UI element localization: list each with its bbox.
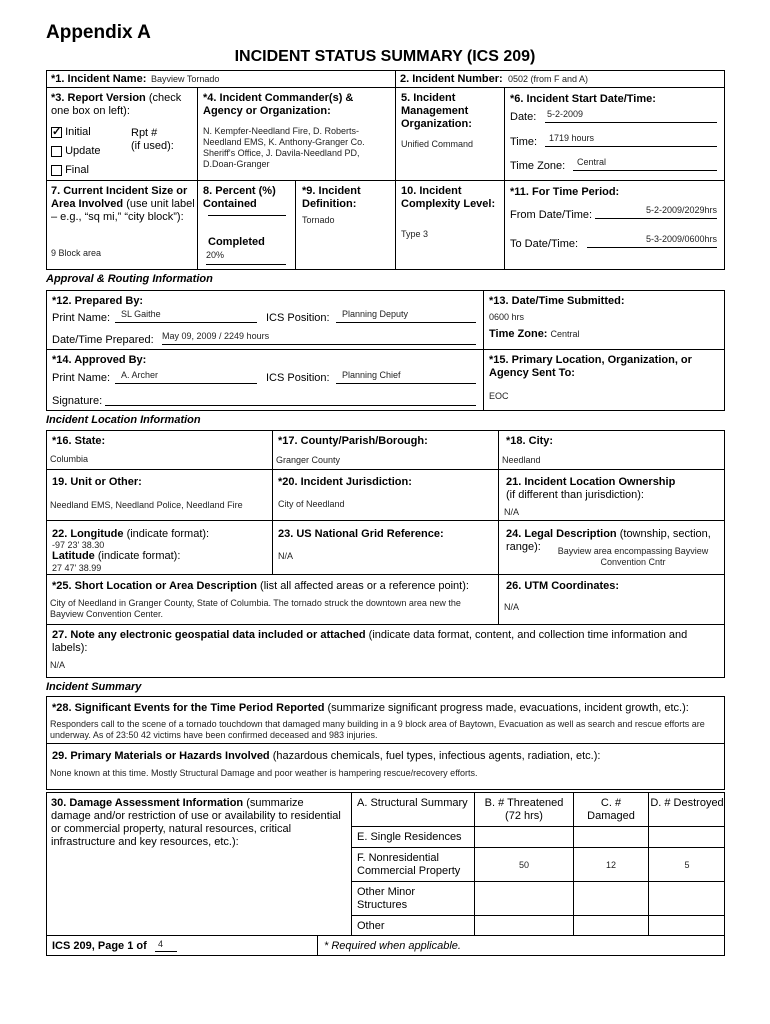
f15-label: *15. Primary Location, Organization, or Agency Sent To: <box>489 354 692 379</box>
field-13-datetime-submitted <box>483 290 725 350</box>
damage-row-single-residences: E. Single Residences <box>357 831 462 843</box>
f19-value[interactable]: Needland EMS, Needland Police, Needland Fire <box>50 500 243 510</box>
field-27-geospatial <box>46 624 725 678</box>
f11-label: *11. For Time Period: <box>510 186 620 198</box>
f23-value[interactable]: N/A <box>278 551 294 561</box>
f14-label: *14. Approved By: <box>52 354 147 366</box>
damage-header-damaged: C. # Damaged <box>587 797 635 822</box>
f3-label: *3. Report Version (check one box on left): <box>51 92 182 117</box>
damage-row-other-minor: Other Minor Structures <box>357 886 416 911</box>
field-14-approved-by <box>46 349 484 411</box>
f11-from-label: From Date/Time: <box>510 209 593 221</box>
field-4-incident-commander <box>197 87 396 181</box>
f13-value[interactable]: 0600 hrs <box>489 312 525 322</box>
f12-dt-label: Date/Time Prepared: <box>52 334 154 346</box>
rpt-label: Rpt # <box>131 127 158 139</box>
initial-checkbox-row[interactable]: ✓ Initial <box>52 125 91 138</box>
f7-value[interactable]: 9 Block area <box>51 248 102 258</box>
f14-print-label: Print Name: <box>52 372 111 384</box>
field-10-complexity-level <box>395 180 505 270</box>
f24-label: 24. Legal Description (township, section, <box>506 528 711 540</box>
field-6-start-datetime <box>504 87 725 181</box>
f1-value[interactable]: Bayview Tornado <box>151 74 220 84</box>
f22-lon-value[interactable]: -97 23' 38.30 <box>52 540 105 550</box>
damage-header-threatened: B. # Threatened (72 hrs) <box>484 797 564 822</box>
section-location: Incident Location Information <box>46 414 201 426</box>
field-22-longitude-latitude <box>46 520 273 575</box>
f21-label-b: (if different than jurisdiction): <box>506 489 644 501</box>
update-checkbox[interactable] <box>51 146 62 157</box>
f13-label: *13. Date/Time Submitted: <box>489 295 625 307</box>
f8-completed-label: Completed <box>208 236 265 248</box>
f9-value[interactable]: Tornado <box>302 215 335 225</box>
field-2-incident-number <box>395 70 725 88</box>
f16-label: *16. State: <box>52 435 106 447</box>
f16-value[interactable]: Columbia <box>50 454 89 464</box>
f9-label: *9. Incident Definition: <box>302 185 361 210</box>
f2-label: 2. Incident Number: <box>400 73 503 85</box>
damage-cell[interactable]: 12 <box>605 860 616 870</box>
f14-ics-label: ICS Position: <box>266 372 330 384</box>
f28-label: *28. Significant Events for the Time Period Reported (summarize significant progress made, evacuations, incident growth, etc.): <box>52 702 689 714</box>
initial-checkbox[interactable]: ✓ <box>52 125 62 138</box>
field-25-short-location <box>46 574 499 625</box>
f14-position-field[interactable]: Planning Chief <box>336 370 476 384</box>
f17-value[interactable]: Granger County <box>276 455 341 465</box>
f10-value[interactable]: Type 3 <box>401 229 429 239</box>
f20-value[interactable]: City of Needland <box>278 499 345 509</box>
f12-dt-field[interactable]: May 09, 2009 / 2249 hours <box>162 331 476 345</box>
f22-lon-label: 22. Longitude (indicate format): <box>52 528 210 540</box>
f6-date-label: Date: <box>510 111 537 123</box>
f17-label: *17. County/Parish/Borough: <box>278 435 428 447</box>
f7-label: 7. Current Incident Size or Area Involved (use unit label – e.g., “sq mi,” “city block”): <box>51 185 195 223</box>
f6-label: *6. Incident Start Date/Time: <box>510 93 656 105</box>
f8-contained-field[interactable] <box>208 215 286 216</box>
field-15-sent-to <box>483 349 725 411</box>
field-29-hazards <box>46 743 725 790</box>
f25-value[interactable]: City of Needland in Granger County, State of Columbia. The tornado struck the downtown area new the Bayview Convention Center. <box>50 598 461 619</box>
damage-cell[interactable]: 50 <box>518 860 529 870</box>
f6-date-field[interactable]: 5-2-2009 <box>545 109 717 123</box>
field-8-percent-contained <box>197 180 296 270</box>
f30-label: 30. Damage Assessment Information (summarize damage and/or restriction of use or availability to residential or commercial property, natural resources, critical infrastructure and key resources, etc.): <box>51 797 341 848</box>
f6-tz-label: Time Zone: <box>510 160 566 172</box>
field-17-county <box>272 430 499 470</box>
damage-row-nonresidential: F. Nonresidential Commercial Property <box>357 852 461 877</box>
form-title: INCIDENT STATUS SUMMARY (ICS 209) <box>234 48 536 65</box>
field-21-location-ownership <box>498 469 725 521</box>
f15-value[interactable]: EOC <box>489 391 509 401</box>
damage-row-other: Other <box>357 920 385 932</box>
field-20-jurisdiction <box>272 469 499 521</box>
field-18-city <box>498 430 725 470</box>
final-checkbox-row[interactable]: Final <box>51 164 89 177</box>
f22-lat-label: Latitude (indicate format): <box>52 550 181 562</box>
f24-value[interactable]: Bayview area encompassing Bayview Convention Cntr <box>557 546 709 567</box>
field-16-state <box>46 430 273 470</box>
field-1-incident-name <box>46 70 396 88</box>
f5-value[interactable]: Unified Command <box>401 139 474 149</box>
f12-ics-label: ICS Position: <box>266 312 330 324</box>
field-28-significant-events <box>46 696 725 744</box>
final-checkbox[interactable] <box>51 165 62 176</box>
f8-completed-field[interactable]: 20% <box>206 250 286 265</box>
field-11-time-period <box>504 180 725 270</box>
f4-value[interactable]: N. Kempfer-Needland Fire, D. Roberts-Needland EMS, K. Anthony-Granger Co. Sheriff's Office, J. Davila-Needland PD, D.Doan-Granger <box>203 126 365 169</box>
f23-label: 23. US National Grid Reference: <box>278 528 444 540</box>
field-9-incident-definition <box>295 180 396 270</box>
section-summary: Incident Summary <box>46 681 142 693</box>
required-note: * Required when applicable. <box>324 940 461 952</box>
f2-value[interactable]: 0502 (from F and A) <box>508 74 589 84</box>
f21-label: 21. Incident Location Ownership <box>506 476 676 488</box>
f25-label: *25. Short Location or Area Description (list all affected areas or a reference point): <box>52 580 469 592</box>
f11-to-field[interactable]: 5-3-2009/0600hrs <box>587 234 717 248</box>
f13-tz-value[interactable]: Central <box>550 329 580 339</box>
f4-label: *4. Incident Commander(s) & Agency or Organization: <box>203 92 354 117</box>
f29-label: 29. Primary Materials or Hazards Involved (hazardous chemicals, fuel types, infectious agents, radiation, etc.): <box>52 750 601 762</box>
footer-page <box>46 935 318 956</box>
f12-name-field[interactable]: SL Gaithe <box>115 309 257 323</box>
f6-tz-field[interactable]: Central <box>573 157 717 171</box>
f11-from-field[interactable]: 5-2-2009/2029hrs <box>595 205 717 219</box>
f1-label: *1. Incident Name: <box>51 73 147 85</box>
f6-time-label: Time: <box>510 136 538 148</box>
damage-cell[interactable]: 5 <box>684 860 690 870</box>
footer-required-note <box>317 935 725 956</box>
f5-label: 5. Incident Management Organization: <box>401 92 472 130</box>
field-3-report-version <box>46 87 198 181</box>
f12-label: *12. Prepared By: <box>52 295 144 307</box>
damage-header-structural: A. Structural Summary <box>357 797 468 809</box>
f10-label: 10. Incident Complexity Level: <box>401 185 496 210</box>
f22-lat-value[interactable]: 27 47' 38.99 <box>52 563 102 573</box>
f26-value[interactable]: N/A <box>504 602 520 612</box>
f27-value[interactable]: N/A <box>50 660 66 670</box>
f28-value[interactable]: Responders call to the scene of a tornado touchdown that damaged many building in a 9 block area of Baytown, Evacuation as well as search and rescue efforts are underway. As of 23:50 42 victims have been confirmed deceased and 983 injuries. <box>50 719 705 740</box>
f24-label-c: range): <box>506 541 541 553</box>
f14-sig-label: Signature: <box>52 395 103 407</box>
f14-signature-field[interactable] <box>105 405 476 406</box>
field-7-incident-size <box>46 180 198 270</box>
f12-print-label: Print Name: <box>52 312 111 324</box>
f11-to-label: To Date/Time: <box>510 238 579 250</box>
field-5-management-org <box>395 87 505 181</box>
f13-tz-row: Time Zone: Central <box>489 328 580 340</box>
f18-label: *18. City: <box>506 435 554 447</box>
field-24-legal-description <box>498 520 725 575</box>
footer-page-label: ICS 209, Page 1 of <box>52 940 147 952</box>
field-12-prepared-by <box>46 290 484 350</box>
f19-label: 19. Unit or Other: <box>52 476 142 488</box>
f8-label: 8. Percent (%) Contained <box>203 185 276 210</box>
update-checkbox-row[interactable]: Update <box>51 145 101 158</box>
footer-page-total[interactable]: 4 <box>155 939 177 952</box>
f12-position-field[interactable]: Planning Deputy <box>336 309 476 323</box>
field-19-unit <box>46 469 273 521</box>
damage-header-destroyed: D. # Destroyed <box>650 797 724 809</box>
f20-label: *20. Incident Jurisdiction: <box>278 476 412 488</box>
f27-label: 27. Note any electronic geospatial data included or attached (indicate data format, content, and collection time information and labels): <box>52 629 688 654</box>
field-23-national-grid <box>272 520 499 575</box>
f29-value[interactable]: None known at this time. Mostly Structural Damage and poor weather is hampering rescue/recovery efforts. <box>50 768 478 778</box>
rpt-note: (if used): <box>131 140 174 152</box>
f21-value[interactable]: N/A <box>504 507 520 517</box>
field-26-utm <box>498 574 725 625</box>
section-approval-routing: Approval & Routing Information <box>46 273 213 285</box>
f18-value[interactable]: Needland <box>502 455 541 465</box>
f14-name-field[interactable]: A. Archer <box>115 370 257 384</box>
appendix-title: Appendix A <box>46 22 151 43</box>
f6-time-field[interactable]: 1719 hours <box>545 133 717 147</box>
f26-label: 26. UTM Coordinates: <box>506 580 620 592</box>
